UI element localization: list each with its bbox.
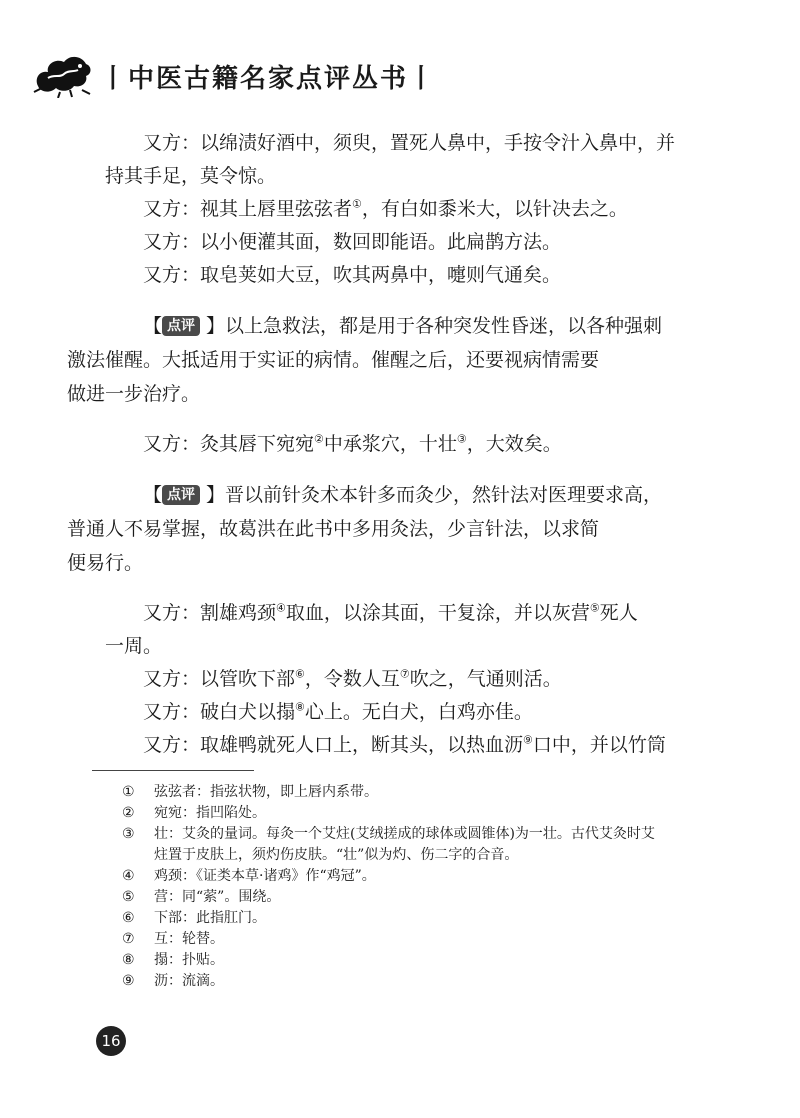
footnotes [122,782,690,992]
footnote: ⑨ 沥：流滴。 [122,973,224,989]
paragraph-continued: 持其手足，莫令惊。 [105,165,277,187]
paragraph: 又方：割雄鸡颈④取血，以涂其面，干复涂，并以灰营⑤死人 [143,601,638,624]
footnote: ④ 鸡颈：《证类本草·诸鸡》作“鸡冠”。 [122,868,376,884]
footnote: ③ 壮：艾灸的量词。每灸一个艾炷(艾绒搓成的球体或圆锥体)为一壮。古代艾灸时艾 [122,826,655,842]
paragraph: 又方：视其上唇里弦弦者①，有白如黍米大，以针决去之。 [143,197,628,220]
series-title: 丨中医古籍名家点评丛书丨 [100,64,437,94]
footnote-marker: ⑨ [523,733,533,747]
paragraph: 又方：以绵渍好酒中，须臾，置死人鼻中，手按令汁入鼻中，并 [143,132,676,154]
commentary-block: 【 点评 】 晋以前针灸术本针多而灸少，然针法对医理要求高， 普通人不易掌握，故葛洪在此书中多用灸法，少言针法，以求简 便易行。 [105,478,690,580]
footnote-marker: ① [352,197,362,211]
running-header [30,48,770,98]
paragraph: 又方：以管吹下部⑥，令数人互⑦吹之，气通则活。 [143,667,562,690]
footnote-marker: ③ [456,432,467,446]
footnote-marker: ④ [276,601,286,615]
paragraph: 又方：取雄鸭就死人口上，断其头，以热血沥⑨口中，并以竹筒 [143,733,666,756]
footnote-marker: ⑤ [589,601,600,615]
footnote-marker: ② [314,432,324,446]
paragraph: 又方：灸其唇下宛宛②中承浆穴，十壮③，大效矣。 [143,432,562,455]
commentary-badge: 点评 [162,485,200,505]
footnote-marker: ⑧ [295,700,305,714]
paragraph: 又方：破白犬以搨⑧心上。无白犬，白鸡亦佳。 [143,700,533,723]
footnote-divider [92,770,254,771]
footnote: ⑤ 营：同“萦”。围绕。 [122,889,281,905]
footnote-marker: ⑥ [295,667,305,681]
commentary-block: 【 点评 】 以上急救法，都是用于各种突发性昏迷，以各种强刺 激法催醒。大抵适用于实证的病情。催醒之后，还要视病情需要 做进一步治疗。 [105,309,690,411]
footnote-continued: 炷置于皮肤上，须灼伤皮肤。“壮”似为灼、伤二字的合音。 [154,847,519,863]
paragraph: 又方：以小便灌其面，数回即能语。此扁鹊方法。 [143,231,562,253]
commentary-badge: 点评 [162,316,200,336]
footnote: ⑧ 搨：扑贴。 [122,952,224,968]
footnote: ① 弦弦者：指弦状物，即上唇内系带。 [122,784,378,800]
paragraph: 又方：取皂荚如大豆，吹其两鼻中，嚏则气通矣。 [143,264,562,286]
dragon-logo-icon [30,48,94,98]
footnote: ⑥ 下部：此指肛门。 [122,910,266,926]
footnote: ⑦ 互：轮替。 [122,931,224,947]
footnote: ② 宛宛：指凹陷处。 [122,805,266,821]
main-text [67,128,690,763]
page-number: 16 [96,1026,126,1056]
footnote-marker: ⑦ [399,667,410,681]
paragraph-continued: 一周。 [105,635,163,657]
